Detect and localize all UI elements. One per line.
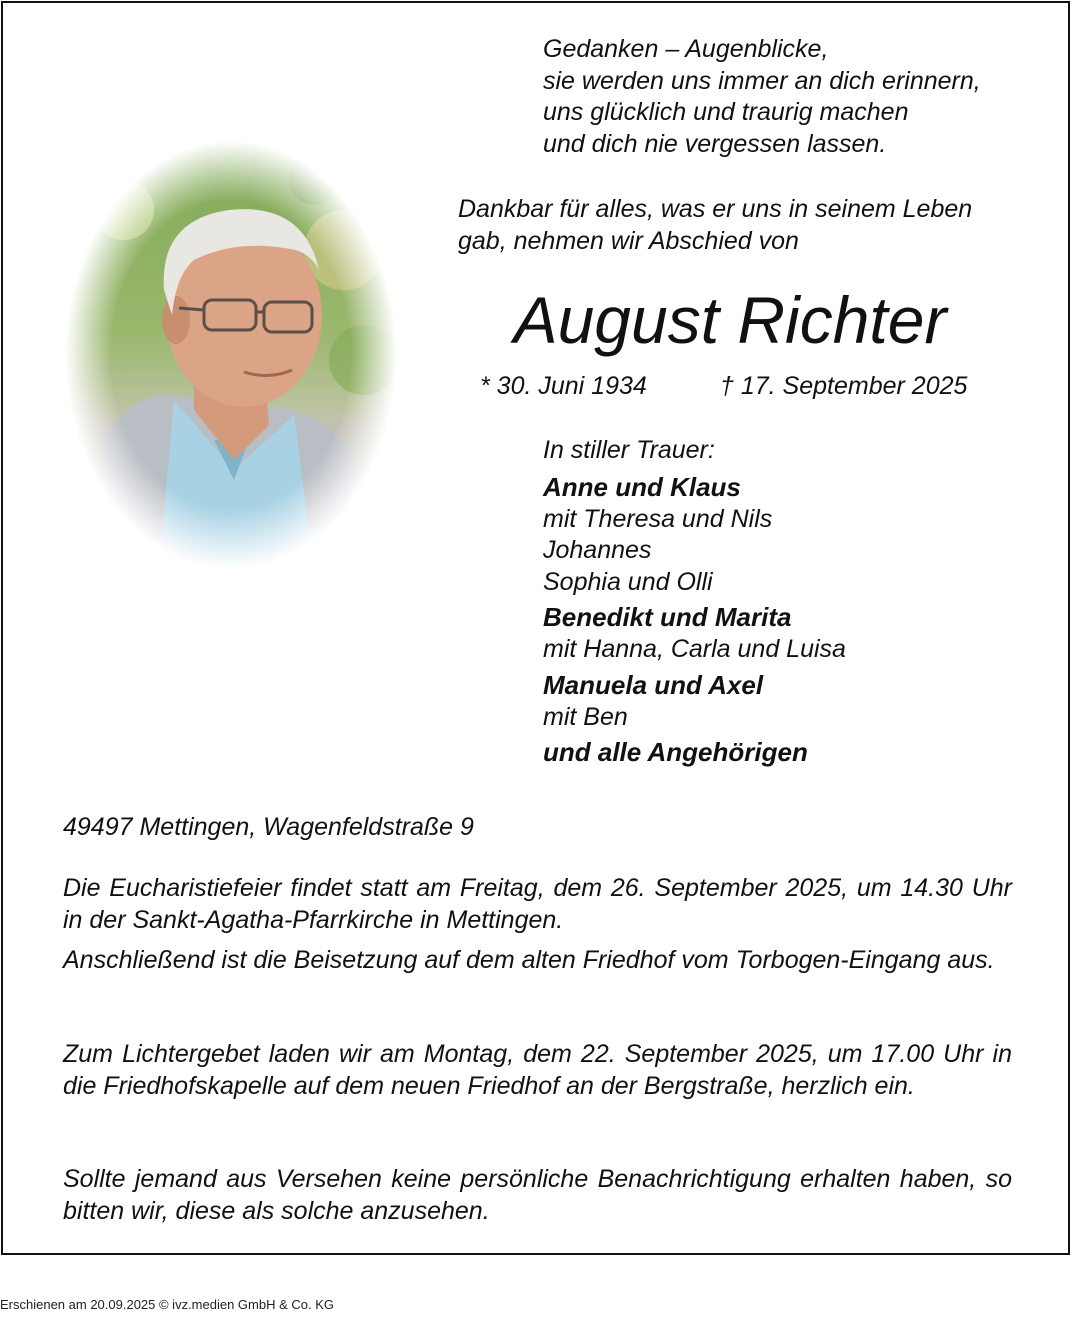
mourners-intro: In stiller Trauer: (543, 436, 715, 464)
poem-line: Gedanken – Augenblicke, (543, 35, 829, 63)
family-head: Anne und Klaus (543, 471, 741, 502)
mourners-list (543, 435, 846, 769)
family-address: 49497 Mettingen, Wagenfeldstraße 9 (63, 813, 474, 841)
family-member: Johannes (543, 536, 652, 564)
birth-date: * 30. Juni 1934 (480, 372, 647, 400)
family-member: Sophia und Olli (543, 567, 713, 596)
notice-paragraph: Sollte jemand aus Versehen keine persönliche Benachrichtigung erhalten haben, so bitten wir, diese als solche anzusehen. (63, 1165, 1012, 1225)
poem (543, 34, 981, 160)
family-member: mit Theresa und Nils (543, 504, 773, 533)
publication-credit: Erschienen am 20.09.2025 © ivz.medien GmbH & Co. KG (0, 1297, 335, 1312)
mourners-closing: und alle Angehörigen (543, 737, 808, 767)
family-member: mit Hanna, Carla und Luisa (543, 635, 846, 663)
prayer-paragraph: Zum Lichtergebet laden wir am Montag, dem 22. September 2025, um 17.00 Uhr in die Friedhofskapelle auf dem neuen Friedhof an der Bergstraße, herzlich ein. (63, 1040, 1012, 1100)
death-date: † 17. September 2025 (720, 372, 968, 400)
family-head: Benedikt und Marita (543, 602, 792, 632)
poem-line: uns glücklich und traurig machen (543, 98, 909, 126)
farewell-line: Dankbar für alles, was er uns in seinem Leben (458, 195, 973, 223)
farewell-intro (458, 194, 972, 257)
poem-line: und dich nie vergessen lassen. (543, 129, 887, 158)
burial-paragraph: Anschließend ist die Beisetzung auf dem alten Friedhof vom Torbogen-Eingang aus. (63, 946, 995, 974)
deceased-name: August Richter (513, 283, 947, 357)
family-head: Manuela und Axel (543, 669, 764, 700)
farewell-line: gab, nehmen wir Abschied von (458, 226, 799, 255)
family-member: mit Ben (543, 702, 628, 731)
service-paragraph: Die Eucharistiefeier findet statt am Freitag, dem 26. September 2025, um 14.30 Uhr in der Sankt-Agatha-Pfarrkirche in Mettingen. (63, 874, 1012, 934)
poem-line: sie werden uns immer an dich erinnern, (543, 66, 981, 95)
